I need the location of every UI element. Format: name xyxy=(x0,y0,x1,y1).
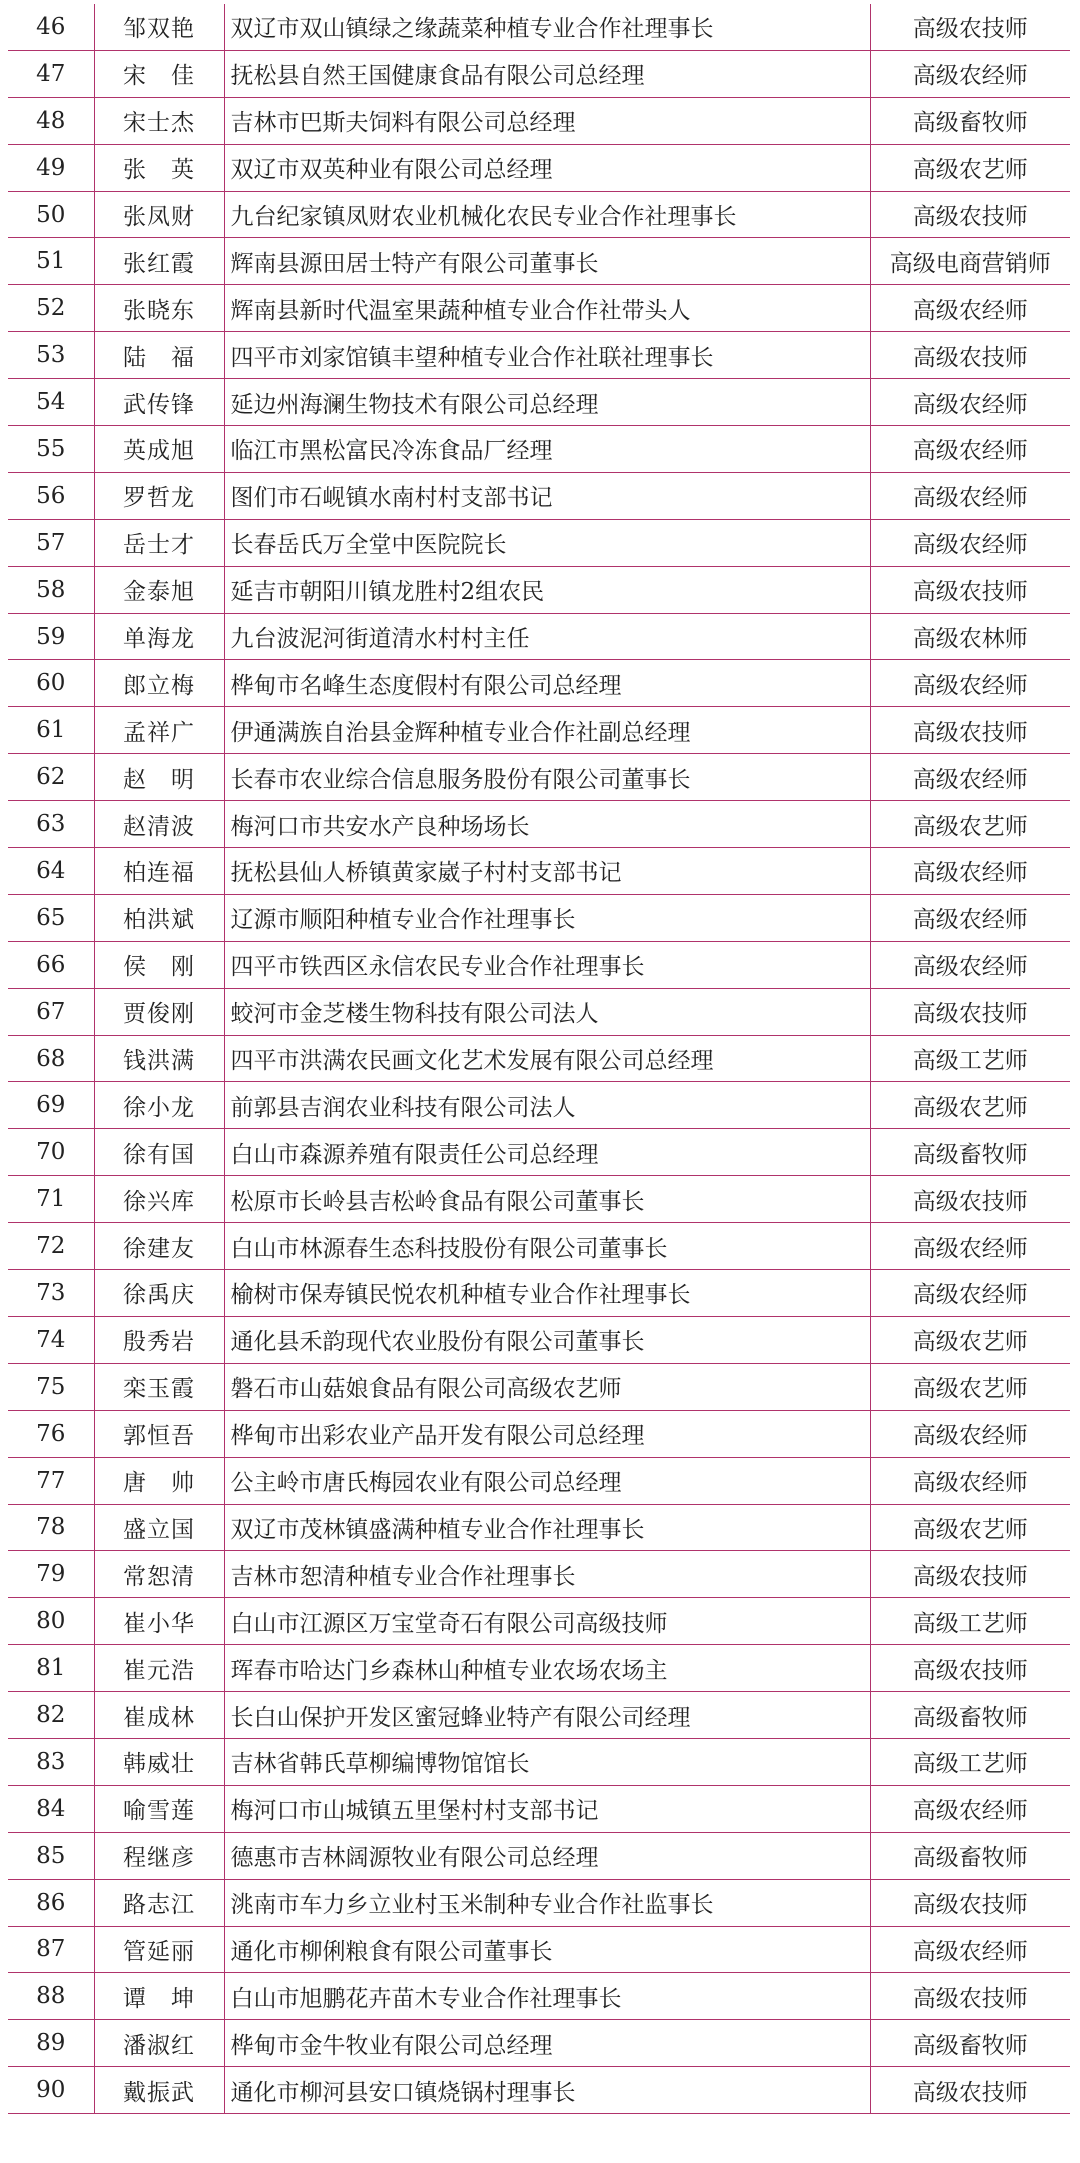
table-row xyxy=(8,1270,1070,1317)
work-unit-position-cell: 磐石市山菇娘食品有限公司高级农艺师 xyxy=(224,1363,870,1410)
table-row xyxy=(8,1176,1070,1223)
person-name-cell: 钱洪满 xyxy=(94,1035,224,1082)
person-name-cell: 孟祥广 xyxy=(94,707,224,754)
professional-title-cell: 高级农经师 xyxy=(870,894,1070,941)
work-unit-position-cell: 延边州海澜生物技术有限公司总经理 xyxy=(224,379,870,426)
person-name-cell: 谭 坤 xyxy=(94,1973,224,2020)
work-unit-position-cell: 抚松县仙人桥镇黄家崴子村村支部书记 xyxy=(224,848,870,895)
table-row xyxy=(8,1645,1070,1692)
professional-title-cell: 高级农经师 xyxy=(870,660,1070,707)
row-number-cell: 70 xyxy=(8,1129,94,1176)
professional-title-cell: 高级农技师 xyxy=(870,1973,1070,2020)
work-unit-position-cell: 伊通满族自治县金辉种植专业合作社副总经理 xyxy=(224,707,870,754)
work-unit-position-cell: 蛟河市金芝楼生物科技有限公司法人 xyxy=(224,988,870,1035)
work-unit-position-cell: 吉林市恕清种植专业合作社理事长 xyxy=(224,1551,870,1598)
professional-title-cell: 高级农经师 xyxy=(870,50,1070,97)
work-unit-position-cell: 梅河口市山城镇五里堡村村支部书记 xyxy=(224,1785,870,1832)
person-name-cell: 喻雪莲 xyxy=(94,1785,224,1832)
work-unit-position-cell: 白山市旭鹏花卉苗木专业合作社理事长 xyxy=(224,1973,870,2020)
table-row xyxy=(8,613,1070,660)
table-row xyxy=(8,332,1070,379)
professional-title-cell: 高级农艺师 xyxy=(870,1363,1070,1410)
person-name-cell: 侯 刚 xyxy=(94,941,224,988)
professional-title-cell: 高级农经师 xyxy=(870,1926,1070,1973)
professional-title-cell: 高级农技师 xyxy=(870,4,1070,50)
work-unit-position-cell: 四平市铁西区永信农民专业合作社理事长 xyxy=(224,941,870,988)
work-unit-position-cell: 延吉市朝阳川镇龙胜村2组农民 xyxy=(224,566,870,613)
person-name-cell: 崔小华 xyxy=(94,1598,224,1645)
row-number-cell: 51 xyxy=(8,238,94,285)
person-name-cell: 张晓东 xyxy=(94,285,224,332)
professional-title-cell: 高级农经师 xyxy=(870,519,1070,566)
row-number-cell: 62 xyxy=(8,754,94,801)
work-unit-position-cell: 四平市刘家馆镇丰望种植专业合作社联社理事长 xyxy=(224,332,870,379)
work-unit-position-cell: 辉南县新时代温室果蔬种植专业合作社带头人 xyxy=(224,285,870,332)
row-number-cell: 60 xyxy=(8,660,94,707)
professional-title-cell: 高级农经师 xyxy=(870,1223,1070,1270)
row-number-cell: 55 xyxy=(8,426,94,473)
row-number-cell: 82 xyxy=(8,1692,94,1739)
row-number-cell: 56 xyxy=(8,472,94,519)
work-unit-position-cell: 通化市柳俐粮食有限公司董事长 xyxy=(224,1926,870,1973)
professional-title-cell: 高级农技师 xyxy=(870,191,1070,238)
professional-title-cell: 高级农艺师 xyxy=(870,801,1070,848)
table-row xyxy=(8,801,1070,848)
professional-title-cell: 高级电商营销师 xyxy=(870,238,1070,285)
professional-title-cell: 高级农技师 xyxy=(870,332,1070,379)
work-unit-position-cell: 长白山保护开发区蜜冠蜂业特产有限公司经理 xyxy=(224,1692,870,1739)
table-row xyxy=(8,707,1070,754)
row-number-cell: 57 xyxy=(8,519,94,566)
row-number-cell: 78 xyxy=(8,1504,94,1551)
table-row xyxy=(8,519,1070,566)
row-number-cell: 81 xyxy=(8,1645,94,1692)
row-number-cell: 48 xyxy=(8,97,94,144)
person-name-cell: 金泰旭 xyxy=(94,566,224,613)
work-unit-position-cell: 桦甸市金牛牧业有限公司总经理 xyxy=(224,2020,870,2067)
table-row xyxy=(8,4,1070,50)
professional-title-cell: 高级农经师 xyxy=(870,426,1070,473)
row-number-cell: 58 xyxy=(8,566,94,613)
row-number-cell: 87 xyxy=(8,1926,94,1973)
row-number-cell: 89 xyxy=(8,2020,94,2067)
person-name-cell: 韩威壮 xyxy=(94,1738,224,1785)
person-name-cell: 英成旭 xyxy=(94,426,224,473)
row-number-cell: 52 xyxy=(8,285,94,332)
table-row xyxy=(8,472,1070,519)
table-row xyxy=(8,1785,1070,1832)
roster-table xyxy=(8,4,1070,2114)
row-number-cell: 73 xyxy=(8,1270,94,1317)
row-number-cell: 76 xyxy=(8,1410,94,1457)
row-number-cell: 66 xyxy=(8,941,94,988)
person-name-cell: 宋 佳 xyxy=(94,50,224,97)
person-name-cell: 张红霞 xyxy=(94,238,224,285)
work-unit-position-cell: 双辽市双英种业有限公司总经理 xyxy=(224,144,870,191)
professional-title-cell: 高级工艺师 xyxy=(870,1035,1070,1082)
row-number-cell: 75 xyxy=(8,1363,94,1410)
person-name-cell: 戴振武 xyxy=(94,2067,224,2114)
person-name-cell: 徐禹庆 xyxy=(94,1270,224,1317)
table-row xyxy=(8,1129,1070,1176)
work-unit-position-cell: 公主岭市唐氏梅园农业有限公司总经理 xyxy=(224,1457,870,1504)
professional-title-cell: 高级畜牧师 xyxy=(870,1692,1070,1739)
person-name-cell: 潘淑红 xyxy=(94,2020,224,2067)
table-row xyxy=(8,1316,1070,1363)
table-row xyxy=(8,1879,1070,1926)
work-unit-position-cell: 桦甸市名峰生态度假村有限公司总经理 xyxy=(224,660,870,707)
professional-title-cell: 高级农技师 xyxy=(870,566,1070,613)
table-row xyxy=(8,754,1070,801)
work-unit-position-cell: 长春岳氏万全堂中医院院长 xyxy=(224,519,870,566)
person-name-cell: 郎立梅 xyxy=(94,660,224,707)
row-number-cell: 90 xyxy=(8,2067,94,2114)
table-row xyxy=(8,379,1070,426)
table-row xyxy=(8,1223,1070,1270)
table-row xyxy=(8,1410,1070,1457)
person-name-cell: 宋士杰 xyxy=(94,97,224,144)
table-row xyxy=(8,191,1070,238)
table-row xyxy=(8,426,1070,473)
table-row xyxy=(8,285,1070,332)
row-number-cell: 69 xyxy=(8,1082,94,1129)
row-number-cell: 68 xyxy=(8,1035,94,1082)
professional-title-cell: 高级农林师 xyxy=(870,613,1070,660)
table-row xyxy=(8,566,1070,613)
professional-title-cell: 高级农技师 xyxy=(870,1879,1070,1926)
professional-title-cell: 高级工艺师 xyxy=(870,1738,1070,1785)
person-name-cell: 崔元浩 xyxy=(94,1645,224,1692)
table-row xyxy=(8,97,1070,144)
person-name-cell: 赵清波 xyxy=(94,801,224,848)
professional-title-cell: 高级农艺师 xyxy=(870,1504,1070,1551)
professional-title-cell: 高级农经师 xyxy=(870,1785,1070,1832)
work-unit-position-cell: 长春市农业综合信息服务股份有限公司董事长 xyxy=(224,754,870,801)
person-name-cell: 徐有国 xyxy=(94,1129,224,1176)
row-number-cell: 64 xyxy=(8,848,94,895)
table-row xyxy=(8,1973,1070,2020)
work-unit-position-cell: 前郭县吉润农业科技有限公司法人 xyxy=(224,1082,870,1129)
person-name-cell: 柏洪斌 xyxy=(94,894,224,941)
work-unit-position-cell: 四平市洪满农民画文化艺术发展有限公司总经理 xyxy=(224,1035,870,1082)
table-row xyxy=(8,2067,1070,2114)
person-name-cell: 管延丽 xyxy=(94,1926,224,1973)
professional-title-cell: 高级农经师 xyxy=(870,1410,1070,1457)
person-name-cell: 路志江 xyxy=(94,1879,224,1926)
table-row xyxy=(8,1692,1070,1739)
professional-title-cell: 高级畜牧师 xyxy=(870,97,1070,144)
person-name-cell: 常恕清 xyxy=(94,1551,224,1598)
work-unit-position-cell: 抚松县自然王国健康食品有限公司总经理 xyxy=(224,50,870,97)
professional-title-cell: 高级农技师 xyxy=(870,707,1070,754)
row-number-cell: 63 xyxy=(8,801,94,848)
person-name-cell: 柏连福 xyxy=(94,848,224,895)
row-number-cell: 54 xyxy=(8,379,94,426)
person-name-cell: 郭恒吾 xyxy=(94,1410,224,1457)
professional-title-cell: 高级畜牧师 xyxy=(870,1129,1070,1176)
person-name-cell: 武传锋 xyxy=(94,379,224,426)
work-unit-position-cell: 梅河口市共安水产良种场场长 xyxy=(224,801,870,848)
row-number-cell: 79 xyxy=(8,1551,94,1598)
person-name-cell: 徐建友 xyxy=(94,1223,224,1270)
work-unit-position-cell: 德惠市吉林阔源牧业有限公司总经理 xyxy=(224,1832,870,1879)
work-unit-position-cell: 通化县禾韵现代农业股份有限公司董事长 xyxy=(224,1316,870,1363)
row-number-cell: 46 xyxy=(8,4,94,50)
person-name-cell: 张 英 xyxy=(94,144,224,191)
professional-title-cell: 高级农经师 xyxy=(870,1270,1070,1317)
row-number-cell: 80 xyxy=(8,1598,94,1645)
work-unit-position-cell: 双辽市茂林镇盛满种植专业合作社理事长 xyxy=(224,1504,870,1551)
table-row xyxy=(8,1363,1070,1410)
person-name-cell: 陆 福 xyxy=(94,332,224,379)
work-unit-position-cell: 辽源市顺阳种植专业合作社理事长 xyxy=(224,894,870,941)
professional-title-cell: 高级农艺师 xyxy=(870,144,1070,191)
table-row xyxy=(8,1457,1070,1504)
table-row xyxy=(8,848,1070,895)
professional-title-cell: 高级工艺师 xyxy=(870,1598,1070,1645)
person-name-cell: 程继彦 xyxy=(94,1832,224,1879)
professional-title-cell: 高级农技师 xyxy=(870,1551,1070,1598)
person-name-cell: 唐 帅 xyxy=(94,1457,224,1504)
professional-title-cell: 高级农经师 xyxy=(870,754,1070,801)
row-number-cell: 47 xyxy=(8,50,94,97)
professional-title-cell: 高级农艺师 xyxy=(870,1082,1070,1129)
table-row xyxy=(8,1551,1070,1598)
person-name-cell: 岳士才 xyxy=(94,519,224,566)
work-unit-position-cell: 白山市江源区万宝堂奇石有限公司高级技师 xyxy=(224,1598,870,1645)
person-name-cell: 徐兴库 xyxy=(94,1176,224,1223)
table-row xyxy=(8,50,1070,97)
row-number-cell: 88 xyxy=(8,1973,94,2020)
table-row xyxy=(8,894,1070,941)
professional-title-cell: 高级农经师 xyxy=(870,941,1070,988)
professional-title-cell: 高级农经师 xyxy=(870,848,1070,895)
work-unit-position-cell: 九台波泥河街道清水村村主任 xyxy=(224,613,870,660)
table-row xyxy=(8,238,1070,285)
professional-title-cell: 高级农艺师 xyxy=(870,1316,1070,1363)
person-name-cell: 单海龙 xyxy=(94,613,224,660)
person-name-cell: 贾俊刚 xyxy=(94,988,224,1035)
work-unit-position-cell: 辉南县源田居士特产有限公司董事长 xyxy=(224,238,870,285)
person-name-cell: 邹双艳 xyxy=(94,4,224,50)
professional-title-cell: 高级畜牧师 xyxy=(870,2020,1070,2067)
work-unit-position-cell: 榆树市保寿镇民悦农机种植专业合作社理事长 xyxy=(224,1270,870,1317)
table-row xyxy=(8,941,1070,988)
professional-title-cell: 高级农经师 xyxy=(870,379,1070,426)
professional-title-cell: 高级农经师 xyxy=(870,285,1070,332)
row-number-cell: 61 xyxy=(8,707,94,754)
professional-title-cell: 高级农技师 xyxy=(870,1645,1070,1692)
work-unit-position-cell: 临江市黑松富民冷冻食品厂经理 xyxy=(224,426,870,473)
person-name-cell: 张凤财 xyxy=(94,191,224,238)
person-name-cell: 徐小龙 xyxy=(94,1082,224,1129)
table-row xyxy=(8,1035,1070,1082)
row-number-cell: 85 xyxy=(8,1832,94,1879)
person-name-cell: 栾玉霞 xyxy=(94,1363,224,1410)
work-unit-position-cell: 松原市长岭县吉松岭食品有限公司董事长 xyxy=(224,1176,870,1223)
table-row xyxy=(8,2020,1070,2067)
professional-title-cell: 高级畜牧师 xyxy=(870,1832,1070,1879)
row-number-cell: 67 xyxy=(8,988,94,1035)
work-unit-position-cell: 珲春市哈达门乡森林山种植专业农场农场主 xyxy=(224,1645,870,1692)
work-unit-position-cell: 吉林省韩氏草柳编博物馆馆长 xyxy=(224,1738,870,1785)
table-row xyxy=(8,1926,1070,1973)
work-unit-position-cell: 吉林市巴斯夫饲料有限公司总经理 xyxy=(224,97,870,144)
person-name-cell: 罗哲龙 xyxy=(94,472,224,519)
table-row xyxy=(8,660,1070,707)
person-name-cell: 崔成林 xyxy=(94,1692,224,1739)
table-row xyxy=(8,1504,1070,1551)
professional-title-cell: 高级农技师 xyxy=(870,2067,1070,2114)
roster-table-body xyxy=(8,4,1070,2114)
row-number-cell: 77 xyxy=(8,1457,94,1504)
row-number-cell: 74 xyxy=(8,1316,94,1363)
table-row xyxy=(8,1738,1070,1785)
row-number-cell: 65 xyxy=(8,894,94,941)
row-number-cell: 71 xyxy=(8,1176,94,1223)
table-row xyxy=(8,1082,1070,1129)
work-unit-position-cell: 桦甸市出彩农业产品开发有限公司总经理 xyxy=(224,1410,870,1457)
table-row xyxy=(8,1598,1070,1645)
work-unit-position-cell: 双辽市双山镇绿之缘蔬菜种植专业合作社理事长 xyxy=(224,4,870,50)
person-name-cell: 盛立国 xyxy=(94,1504,224,1551)
professional-title-cell: 高级农经师 xyxy=(870,1457,1070,1504)
row-number-cell: 72 xyxy=(8,1223,94,1270)
person-name-cell: 殷秀岩 xyxy=(94,1316,224,1363)
row-number-cell: 59 xyxy=(8,613,94,660)
row-number-cell: 83 xyxy=(8,1738,94,1785)
table-row xyxy=(8,144,1070,191)
work-unit-position-cell: 白山市林源春生态科技股份有限公司董事长 xyxy=(224,1223,870,1270)
row-number-cell: 53 xyxy=(8,332,94,379)
person-name-cell: 赵 明 xyxy=(94,754,224,801)
work-unit-position-cell: 九台纪家镇凤财农业机械化农民专业合作社理事长 xyxy=(224,191,870,238)
professional-title-cell: 高级农经师 xyxy=(870,472,1070,519)
professional-title-cell: 高级农技师 xyxy=(870,1176,1070,1223)
work-unit-position-cell: 洮南市车力乡立业村玉米制种专业合作社监事长 xyxy=(224,1879,870,1926)
row-number-cell: 49 xyxy=(8,144,94,191)
table-row xyxy=(8,1832,1070,1879)
table-row xyxy=(8,988,1070,1035)
row-number-cell: 84 xyxy=(8,1785,94,1832)
row-number-cell: 86 xyxy=(8,1879,94,1926)
work-unit-position-cell: 白山市森源养殖有限责任公司总经理 xyxy=(224,1129,870,1176)
professional-title-cell: 高级农技师 xyxy=(870,988,1070,1035)
work-unit-position-cell: 通化市柳河县安口镇烧锅村理事长 xyxy=(224,2067,870,2114)
row-number-cell: 50 xyxy=(8,191,94,238)
work-unit-position-cell: 图们市石岘镇水南村村支部书记 xyxy=(224,472,870,519)
